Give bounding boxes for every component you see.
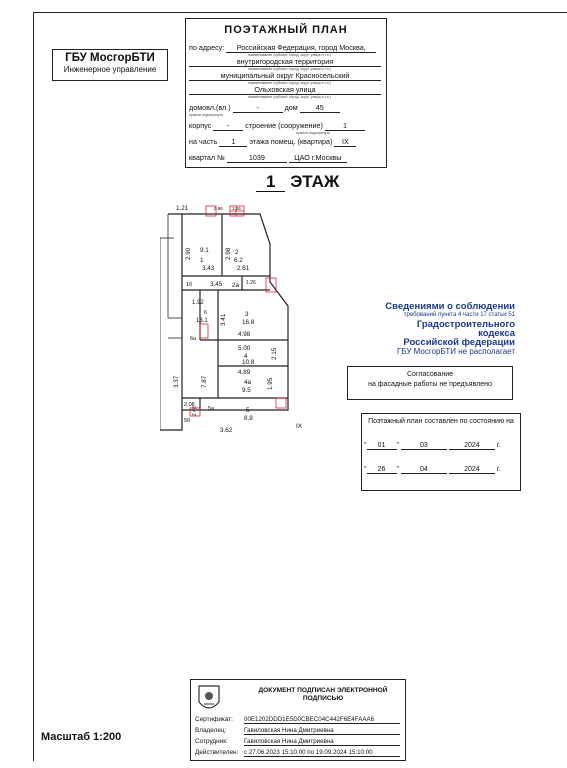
- digital-signature-block: [190, 679, 406, 761]
- room-3: 3: [245, 311, 249, 318]
- compliance-note: [385, 302, 515, 356]
- date2-year: 2024: [449, 466, 495, 474]
- address-line-2: внутригородская территория: [189, 57, 381, 67]
- dim-126: 1.26: [232, 206, 241, 211]
- room-5a: 5a: [208, 406, 215, 412]
- employee-value: Гавиловская Нина Дмитриевна: [244, 738, 400, 746]
- date2-month: 04: [401, 466, 447, 474]
- info-line-3: Градостроительного кодекса: [416, 319, 515, 339]
- hint-subject-1: наименование (субъект, город, округ, улица и т.п.): [248, 53, 331, 57]
- kvartal-value: 1039: [227, 153, 287, 163]
- room-2a: 2a: [232, 282, 240, 289]
- dim-489: 4.89: [238, 369, 251, 376]
- status-dates-box: Поэтажный план составлен по состоянию на " 01 " 03 2024 г. " 26 " 04 2024 г.: [361, 413, 521, 491]
- dom-value: -: [233, 103, 283, 113]
- dom-label: домовл.(вл.): [189, 103, 231, 112]
- dom2-label: дом: [284, 103, 298, 112]
- room-6-area: 13.1: [196, 318, 208, 324]
- floor-number: 1: [256, 172, 285, 192]
- info-line-5: ГБУ МосгорБТИ не располагает: [396, 347, 515, 356]
- floor-label: ЭТАЖ: [290, 172, 340, 191]
- org-dept: Инженерное управление: [63, 65, 157, 74]
- signature-header: ДОКУМЕНТ ПОДПИСАН ЭЛЕКТРОННОЙ ПОДПИСЬЮ: [258, 687, 388, 702]
- date1-month: 03: [401, 442, 447, 450]
- address-label: по адресу:: [189, 43, 225, 52]
- dim-341: 3.41: [220, 313, 227, 326]
- floor-plan: [160, 198, 310, 454]
- dim-195: 1.95: [267, 377, 274, 390]
- korpus-value: -: [213, 121, 243, 131]
- part-label: на часть: [189, 137, 218, 146]
- info-line-2: требований пункта 4 части 17 статьи 51: [403, 312, 515, 318]
- date1-day: 01: [367, 442, 397, 450]
- dim-215: 2.15: [271, 347, 278, 360]
- date2-g: г.: [496, 466, 501, 473]
- room-5-area: 8.9: [244, 415, 253, 422]
- korpus-label: корпус: [189, 121, 212, 130]
- dim-290: 2.90: [185, 247, 192, 260]
- stroenie-label: строение (сооружение): [245, 121, 323, 130]
- kvartal-label: квартал №: [189, 153, 225, 162]
- room-2-area: 6.2: [234, 257, 243, 264]
- room-1b: 1б: [186, 282, 193, 288]
- district-value: ЦАО г.Москвы: [289, 153, 347, 163]
- cert-value: 00E1202DDD1E5D0CBEC04C442F6E4FAAA6: [244, 716, 400, 724]
- dim-500: 5.00: [238, 345, 251, 352]
- valid-value: с 27.06.2023 15:10:00 по 19.09.2024 15:10:00: [244, 749, 400, 757]
- valid-label: Действителен:: [195, 749, 239, 756]
- room-6: 6: [204, 310, 208, 316]
- date1-g: г.: [496, 442, 501, 449]
- agree-line-1: Согласование: [407, 371, 453, 378]
- agree-line-2: на фасадные работы не предъявлено: [368, 381, 492, 388]
- room-3-area: 16.8: [242, 319, 255, 326]
- dim-787: 7.87: [201, 375, 208, 388]
- hint-subject-2: наименование (субъект, город, округ, улица и т.п.): [248, 67, 331, 71]
- room-1-area: 9.1: [200, 247, 209, 254]
- info-line-4: Российской федерации: [403, 337, 515, 348]
- room-1: 1: [200, 257, 204, 264]
- dom2-value: 45: [300, 103, 340, 113]
- stamp-title: ПОЭТАЖНЫЙ ПЛАН: [224, 24, 348, 36]
- date2-day: 26: [367, 466, 397, 474]
- dim-337: 3.37: [173, 375, 180, 388]
- dim-362: 3.62: [220, 427, 233, 434]
- room-4-area: 10.8: [242, 359, 255, 366]
- scale-label: Масштаб 1:200: [41, 731, 122, 743]
- info-line-1: Сведениями о соблюдении: [385, 301, 515, 312]
- hint-subject-3: наименование (субъект, город, округ, улица и т.п.): [248, 81, 331, 85]
- address-line-3: муниципальный округ Красносельский: [189, 71, 381, 81]
- dim-345: 3.45: [210, 281, 223, 288]
- org-name: ГБУ МосгорБТИ: [65, 52, 155, 64]
- stroenie-value: 1: [325, 121, 365, 131]
- part-value: 1: [219, 137, 247, 147]
- dim-208: 2.08: [184, 402, 195, 408]
- hint-stroenie: нужное подчеркнуть: [296, 131, 330, 135]
- owner-value: Гавиловская Нина Дмитриевна: [244, 727, 400, 735]
- cert-label: Сертификат:: [195, 716, 233, 723]
- dim-126b: 1.26: [246, 280, 256, 286]
- owner-label: Владелец:: [195, 727, 227, 734]
- room-4a-area: 9.5: [242, 387, 251, 394]
- dim-248: 2.48: [192, 406, 198, 416]
- moscow-emblem-icon: [197, 684, 221, 714]
- dates-header: Поэтажный план составлен по состоянию на: [368, 418, 514, 425]
- dim-498: 4.98: [238, 331, 251, 338]
- dim-121: 1.21: [176, 205, 189, 212]
- hint-subject-4: наименование (субъект, город, округ, улица и т.п.): [248, 95, 331, 99]
- date1-year: 2024: [449, 442, 495, 450]
- organization-box: [52, 49, 168, 81]
- hint-dom: нужное подчеркнуть: [189, 113, 223, 117]
- floor-heading: [256, 172, 339, 192]
- dim-192: 1.92: [192, 300, 204, 306]
- employee-label: Сотрудник:: [195, 738, 228, 745]
- facade-agreement-box: [347, 366, 513, 400]
- room-4a: 4a: [244, 379, 252, 386]
- dim-096: 0.96: [214, 206, 223, 211]
- room-6a: 6a: [190, 336, 197, 342]
- room-5: 5: [246, 407, 250, 414]
- room-5b: 5б: [184, 418, 191, 424]
- floors-value: IX: [334, 137, 356, 147]
- address-line-1: Российская Федерация, город Москва,: [226, 43, 376, 53]
- title-stamp: [185, 18, 387, 168]
- room-2: 2: [235, 249, 239, 256]
- room-4: 4: [244, 353, 248, 360]
- dim-298: 2.98: [225, 247, 232, 260]
- dim-343: 3.43: [202, 265, 215, 272]
- floors-label: этажа помещ. (квартира): [249, 137, 333, 146]
- dim-261: 2.61: [237, 265, 250, 272]
- address-line-4: Ольховская улица: [189, 85, 381, 95]
- room-ix-label: IX: [296, 423, 302, 430]
